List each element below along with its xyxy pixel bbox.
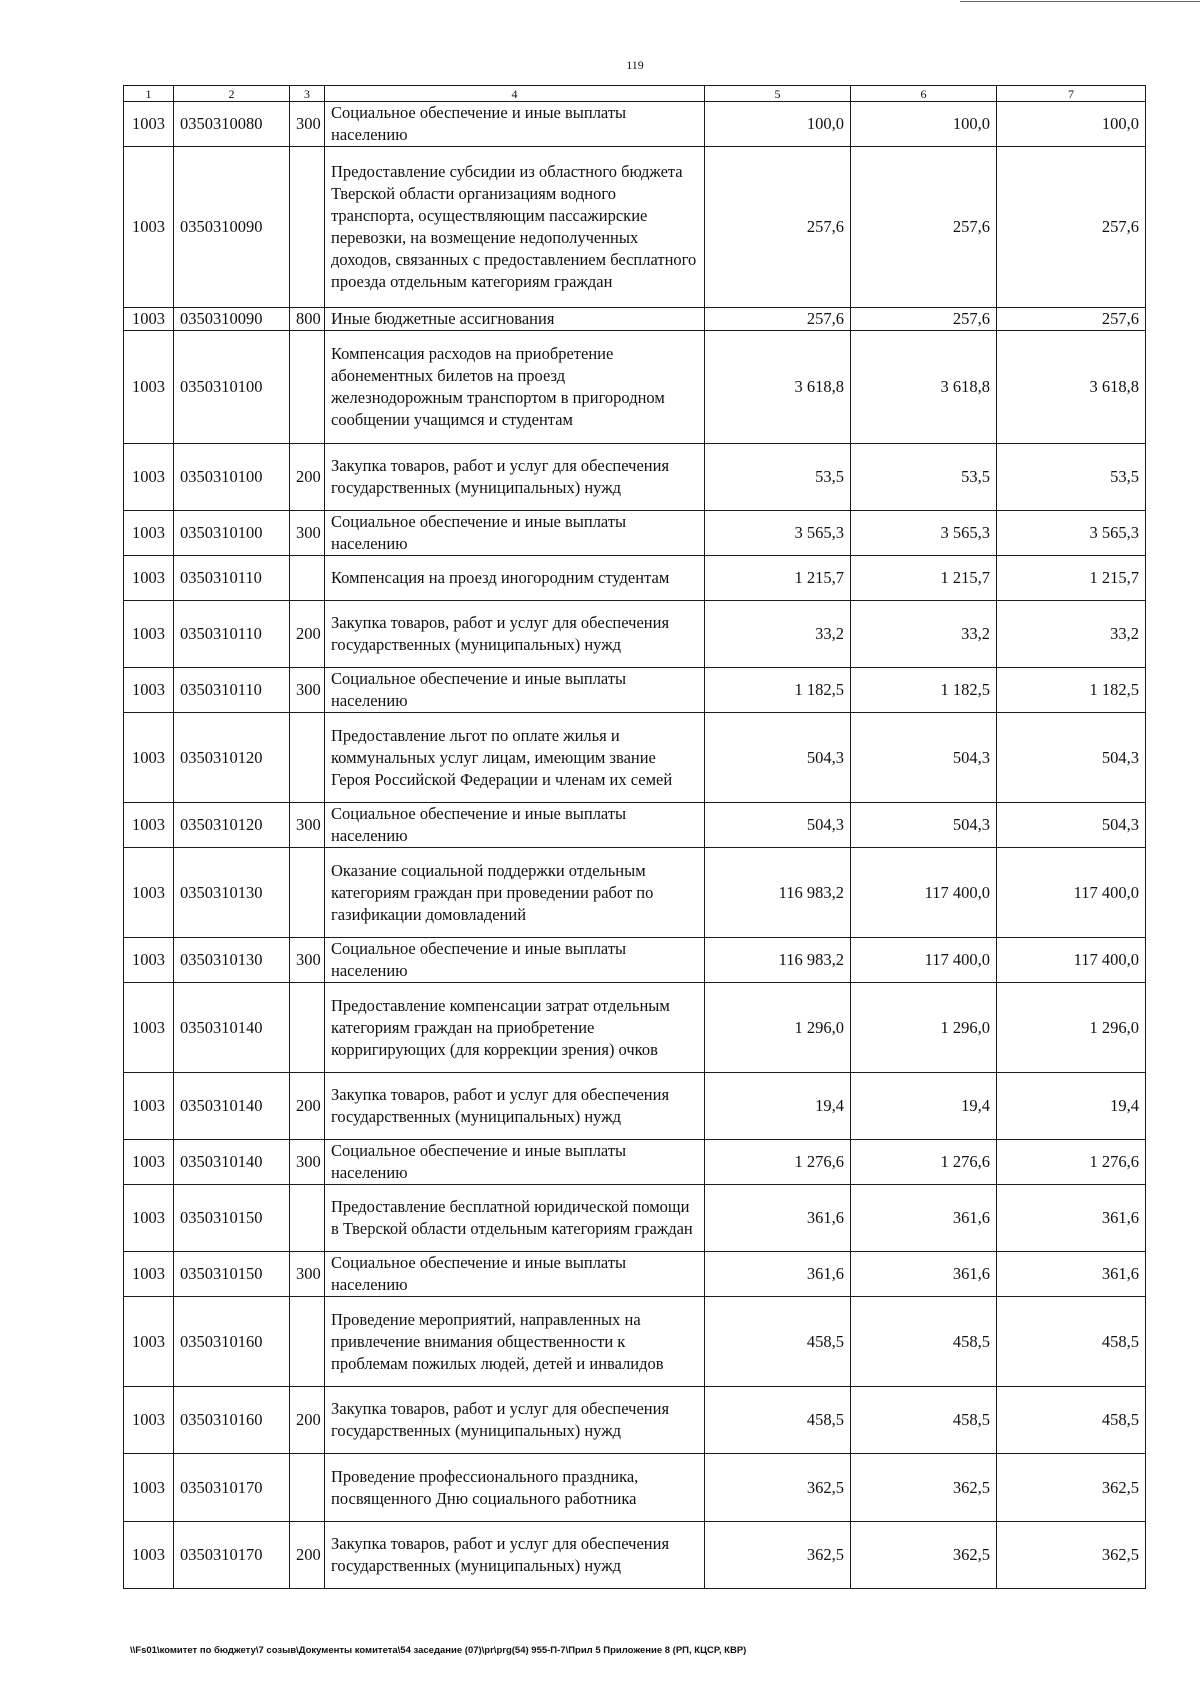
amount-year3-cell: 53,5 xyxy=(997,444,1146,511)
column-number-row xyxy=(124,86,1146,102)
amount-year2-cell: 504,3 xyxy=(851,713,997,803)
table-row xyxy=(124,1073,1146,1140)
table-row xyxy=(124,102,1146,147)
expense-type-cell: 300 xyxy=(290,1140,325,1185)
amount-year3-cell: 504,3 xyxy=(997,803,1146,848)
target-article-cell: 0350310170 xyxy=(174,1454,290,1522)
expense-type-cell xyxy=(290,983,325,1073)
section-cell: 1003 xyxy=(124,147,174,308)
table-row xyxy=(124,1252,1146,1297)
amount-year3-cell: 361,6 xyxy=(997,1252,1146,1297)
amount-year2-cell: 3 618,8 xyxy=(851,331,997,444)
section-cell: 1003 xyxy=(124,848,174,938)
section-cell: 1003 xyxy=(124,511,174,556)
item-name-cell: Предоставление льгот по оплате жилья и коммунальных услуг лицам, имеющим звание Героя Российской Федерации и членам их семей xyxy=(325,713,705,803)
table-row xyxy=(124,147,1146,308)
amount-year2-cell: 1 296,0 xyxy=(851,983,997,1073)
column-number: 1 xyxy=(124,86,174,102)
amount-year3-cell: 1 215,7 xyxy=(997,556,1146,601)
expense-type-cell xyxy=(290,1297,325,1387)
target-article-cell: 0350310110 xyxy=(174,556,290,601)
table-row xyxy=(124,1297,1146,1387)
column-number: 2 xyxy=(174,86,290,102)
amount-year1-cell: 116 983,2 xyxy=(705,938,851,983)
section-cell: 1003 xyxy=(124,1297,174,1387)
amount-year1-cell: 1 296,0 xyxy=(705,983,851,1073)
expense-type-cell: 200 xyxy=(290,1522,325,1589)
section-cell: 1003 xyxy=(124,1454,174,1522)
item-name-cell: Социальное обеспечение и иные выплаты населению xyxy=(325,1140,705,1185)
target-article-cell: 0350310110 xyxy=(174,601,290,668)
target-article-cell: 0350310140 xyxy=(174,1140,290,1185)
item-name-cell: Компенсация на проезд иногородним студентам xyxy=(325,556,705,601)
target-article-cell: 0350310120 xyxy=(174,803,290,848)
section-cell: 1003 xyxy=(124,803,174,848)
section-cell: 1003 xyxy=(124,713,174,803)
amount-year3-cell: 19,4 xyxy=(997,1073,1146,1140)
scan-edge-line xyxy=(960,1,1200,2)
target-article-cell: 0350310120 xyxy=(174,713,290,803)
amount-year2-cell: 1 215,7 xyxy=(851,556,997,601)
section-cell: 1003 xyxy=(124,983,174,1073)
table-row xyxy=(124,848,1146,938)
amount-year2-cell: 361,6 xyxy=(851,1185,997,1252)
expense-type-cell xyxy=(290,147,325,308)
target-article-cell: 0350310160 xyxy=(174,1297,290,1387)
target-article-cell: 0350310090 xyxy=(174,308,290,331)
target-article-cell: 0350310170 xyxy=(174,1522,290,1589)
amount-year3-cell: 100,0 xyxy=(997,102,1146,147)
item-name-cell: Социальное обеспечение и иные выплаты населению xyxy=(325,102,705,147)
table-row xyxy=(124,1387,1146,1454)
amount-year2-cell: 1 182,5 xyxy=(851,668,997,713)
section-cell: 1003 xyxy=(124,1522,174,1589)
amount-year1-cell: 1 276,6 xyxy=(705,1140,851,1185)
item-name-cell: Проведение профессионального праздника, посвященного Дню социального работника xyxy=(325,1454,705,1522)
item-name-cell: Социальное обеспечение и иные выплаты населению xyxy=(325,803,705,848)
budget-table xyxy=(123,85,1146,1589)
amount-year1-cell: 53,5 xyxy=(705,444,851,511)
amount-year1-cell: 1 215,7 xyxy=(705,556,851,601)
amount-year1-cell: 361,6 xyxy=(705,1252,851,1297)
amount-year2-cell: 257,6 xyxy=(851,308,997,331)
amount-year3-cell: 33,2 xyxy=(997,601,1146,668)
section-cell: 1003 xyxy=(124,1185,174,1252)
amount-year3-cell: 361,6 xyxy=(997,1185,1146,1252)
amount-year2-cell: 1 276,6 xyxy=(851,1140,997,1185)
table-row xyxy=(124,668,1146,713)
amount-year2-cell: 3 565,3 xyxy=(851,511,997,556)
expense-type-cell xyxy=(290,1454,325,1522)
expense-type-cell: 200 xyxy=(290,1073,325,1140)
item-name-cell: Компенсация расходов на приобретение абонементных билетов на проезд железнодорожным транспортом в пригородном сообщении учащимся и студентам xyxy=(325,331,705,444)
expense-type-cell: 300 xyxy=(290,1252,325,1297)
target-article-cell: 0350310100 xyxy=(174,511,290,556)
section-cell: 1003 xyxy=(124,331,174,444)
target-article-cell: 0350310100 xyxy=(174,444,290,511)
expense-type-cell: 200 xyxy=(290,444,325,511)
item-name-cell: Закупка товаров, работ и услуг для обеспечения государственных (муниципальных) нужд xyxy=(325,601,705,668)
amount-year3-cell: 257,6 xyxy=(997,147,1146,308)
amount-year2-cell: 362,5 xyxy=(851,1454,997,1522)
item-name-cell: Предоставление бесплатной юридической помощи в Тверской области отдельным категориям граждан xyxy=(325,1185,705,1252)
table-row xyxy=(124,803,1146,848)
expense-type-cell xyxy=(290,848,325,938)
target-article-cell: 0350310090 xyxy=(174,147,290,308)
amount-year1-cell: 116 983,2 xyxy=(705,848,851,938)
target-article-cell: 0350310110 xyxy=(174,668,290,713)
amount-year1-cell: 362,5 xyxy=(705,1454,851,1522)
amount-year3-cell: 3 565,3 xyxy=(997,511,1146,556)
item-name-cell: Социальное обеспечение и иные выплаты населению xyxy=(325,668,705,713)
table-row xyxy=(124,308,1146,331)
column-number: 3 xyxy=(290,86,325,102)
section-cell: 1003 xyxy=(124,444,174,511)
amount-year2-cell: 362,5 xyxy=(851,1522,997,1589)
amount-year1-cell: 257,6 xyxy=(705,147,851,308)
table-row xyxy=(124,1522,1146,1589)
expense-type-cell: 200 xyxy=(290,601,325,668)
amount-year3-cell: 458,5 xyxy=(997,1387,1146,1454)
amount-year1-cell: 458,5 xyxy=(705,1387,851,1454)
item-name-cell: Предоставление субсидии из областного бюджета Тверской области организациям водного транспорта, осуществляющим пассажирские перевозки, на возмещение недополученных доходов, связанных с предоставлением бесплатного проезда отдельным категориям граждан xyxy=(325,147,705,308)
amount-year1-cell: 19,4 xyxy=(705,1073,851,1140)
expense-type-cell: 300 xyxy=(290,668,325,713)
target-article-cell: 0350310160 xyxy=(174,1387,290,1454)
column-number: 6 xyxy=(851,86,997,102)
table-row xyxy=(124,1454,1146,1522)
expense-type-cell: 800 xyxy=(290,308,325,331)
table-row xyxy=(124,511,1146,556)
table-row xyxy=(124,601,1146,668)
item-name-cell: Проведение мероприятий, направленных на привлечение внимания общественности к проблемам пожилых людей, детей и инвалидов xyxy=(325,1297,705,1387)
amount-year1-cell: 3 565,3 xyxy=(705,511,851,556)
section-cell: 1003 xyxy=(124,1387,174,1454)
amount-year2-cell: 458,5 xyxy=(851,1297,997,1387)
section-cell: 1003 xyxy=(124,1073,174,1140)
section-cell: 1003 xyxy=(124,308,174,331)
amount-year2-cell: 19,4 xyxy=(851,1073,997,1140)
amount-year1-cell: 361,6 xyxy=(705,1185,851,1252)
target-article-cell: 0350310130 xyxy=(174,938,290,983)
target-article-cell: 0350310130 xyxy=(174,848,290,938)
amount-year2-cell: 117 400,0 xyxy=(851,938,997,983)
amount-year2-cell: 33,2 xyxy=(851,601,997,668)
footer-file-path: \\Fs01\комитет по бюджету\7 созыв\Документы комитета\54 заседание (07)\pr\prg(54) 955-П-7\Прил 5 Приложение 8 (РП, КЦСР, КВР) xyxy=(130,1645,747,1656)
page-number: 119 xyxy=(626,58,644,72)
amount-year3-cell: 117 400,0 xyxy=(997,938,1146,983)
amount-year2-cell: 53,5 xyxy=(851,444,997,511)
section-cell: 1003 xyxy=(124,1140,174,1185)
target-article-cell: 0350310100 xyxy=(174,331,290,444)
amount-year2-cell: 117 400,0 xyxy=(851,848,997,938)
amount-year1-cell: 504,3 xyxy=(705,713,851,803)
table-row xyxy=(124,983,1146,1073)
column-number: 7 xyxy=(997,86,1146,102)
table-row xyxy=(124,331,1146,444)
expense-type-cell: 300 xyxy=(290,102,325,147)
amount-year2-cell: 458,5 xyxy=(851,1387,997,1454)
column-number: 4 xyxy=(325,86,705,102)
item-name-cell: Социальное обеспечение и иные выплаты населению xyxy=(325,938,705,983)
item-name-cell: Социальное обеспечение и иные выплаты населению xyxy=(325,511,705,556)
section-cell: 1003 xyxy=(124,601,174,668)
item-name-cell: Оказание социальной поддержки отдельным категориям граждан при проведении работ по газификации домовладений xyxy=(325,848,705,938)
target-article-cell: 0350310150 xyxy=(174,1185,290,1252)
item-name-cell: Закупка товаров, работ и услуг для обеспечения государственных (муниципальных) нужд xyxy=(325,444,705,511)
expense-type-cell xyxy=(290,713,325,803)
table-row xyxy=(124,444,1146,511)
amount-year2-cell: 100,0 xyxy=(851,102,997,147)
expense-type-cell xyxy=(290,1185,325,1252)
expense-type-cell: 300 xyxy=(290,803,325,848)
amount-year3-cell: 257,6 xyxy=(997,308,1146,331)
amount-year1-cell: 33,2 xyxy=(705,601,851,668)
table-row xyxy=(124,1185,1146,1252)
amount-year2-cell: 504,3 xyxy=(851,803,997,848)
target-article-cell: 0350310080 xyxy=(174,102,290,147)
amount-year3-cell: 362,5 xyxy=(997,1522,1146,1589)
expense-type-cell: 300 xyxy=(290,938,325,983)
item-name-cell: Закупка товаров, работ и услуг для обеспечения государственных (муниципальных) нужд xyxy=(325,1522,705,1589)
amount-year1-cell: 257,6 xyxy=(705,308,851,331)
section-cell: 1003 xyxy=(124,938,174,983)
amount-year1-cell: 1 182,5 xyxy=(705,668,851,713)
amount-year3-cell: 3 618,8 xyxy=(997,331,1146,444)
expense-type-cell: 300 xyxy=(290,511,325,556)
section-cell: 1003 xyxy=(124,102,174,147)
section-cell: 1003 xyxy=(124,1252,174,1297)
target-article-cell: 0350310140 xyxy=(174,1073,290,1140)
amount-year3-cell: 1 276,6 xyxy=(997,1140,1146,1185)
item-name-cell: Закупка товаров, работ и услуг для обеспечения государственных (муниципальных) нужд xyxy=(325,1387,705,1454)
expense-type-cell xyxy=(290,331,325,444)
amount-year1-cell: 362,5 xyxy=(705,1522,851,1589)
amount-year3-cell: 117 400,0 xyxy=(997,848,1146,938)
amount-year1-cell: 504,3 xyxy=(705,803,851,848)
amount-year1-cell: 100,0 xyxy=(705,102,851,147)
amount-year1-cell: 458,5 xyxy=(705,1297,851,1387)
table-row xyxy=(124,713,1146,803)
expense-type-cell xyxy=(290,556,325,601)
table-row xyxy=(124,1140,1146,1185)
amount-year3-cell: 1 296,0 xyxy=(997,983,1146,1073)
expense-type-cell: 200 xyxy=(290,1387,325,1454)
section-cell: 1003 xyxy=(124,556,174,601)
amount-year3-cell: 458,5 xyxy=(997,1297,1146,1387)
target-article-cell: 0350310140 xyxy=(174,983,290,1073)
column-number: 5 xyxy=(705,86,851,102)
amount-year2-cell: 257,6 xyxy=(851,147,997,308)
item-name-cell: Иные бюджетные ассигнования xyxy=(325,308,705,331)
section-cell: 1003 xyxy=(124,668,174,713)
amount-year3-cell: 504,3 xyxy=(997,713,1146,803)
amount-year2-cell: 361,6 xyxy=(851,1252,997,1297)
target-article-cell: 0350310150 xyxy=(174,1252,290,1297)
amount-year3-cell: 1 182,5 xyxy=(997,668,1146,713)
item-name-cell: Закупка товаров, работ и услуг для обеспечения государственных (муниципальных) нужд xyxy=(325,1073,705,1140)
table-row xyxy=(124,938,1146,983)
amount-year3-cell: 362,5 xyxy=(997,1454,1146,1522)
table-row xyxy=(124,556,1146,601)
item-name-cell: Социальное обеспечение и иные выплаты населению xyxy=(325,1252,705,1297)
item-name-cell: Предоставление компенсации затрат отдельным категориям граждан на приобретение корригирующих (для коррекции зрения) очков xyxy=(325,983,705,1073)
amount-year1-cell: 3 618,8 xyxy=(705,331,851,444)
